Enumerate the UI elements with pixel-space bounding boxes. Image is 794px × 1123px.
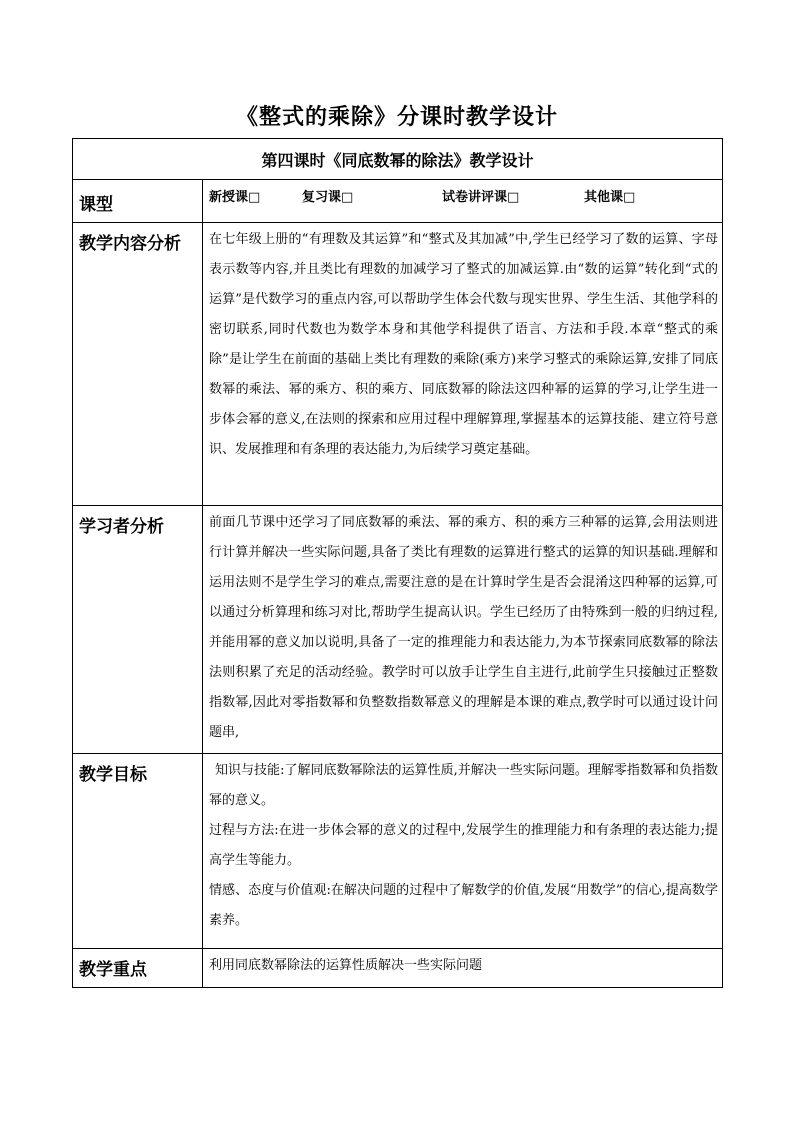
learner-analysis-row — [73, 506, 723, 754]
document-title: 《整式的乘除》分课时教学设计 — [235, 105, 558, 130]
lesson-type-label: 课型 — [73, 180, 203, 223]
key-point-row — [73, 949, 723, 988]
option-new-lesson[interactable]: 新授课□ — [209, 190, 261, 205]
key-point-text: 利用同底数幂除法的运算性质解决一些实际问题 — [209, 958, 483, 973]
learner-analysis-text: 前面几节课中还学习了同底数幂的乘法、幂的乘方、积的乘方三种幂的运算,会用法则进行计算并解决一些实际问题,具备了类比有理数的运算进行整式的运算的知识基础.理解和运用法则不是学生学习的难点,需要注意的是在计算时学生是否会混淆这四种幂的运算,可以通过分析算理和练习对比,帮助学生提高认识。学生已经历了由特殊到一般的归纳过程,并能用幂的意义加以说明,具备了一定的推理能力和表达能力,为本节探索同底数幂的除法法则积累了充足的活动经验。教学时可以放手让学生自主进行,此前学生只接触过正整数指数幂,因此对零指数幂和负整数指数幂意义的理解是本课的难点,教学时可以通过设计问题串, — [209, 515, 719, 740]
option-other-lesson[interactable]: 其他课□ — [584, 190, 636, 205]
lesson-subtitle: 第四课时《同底数幂的除法》教学设计 — [73, 139, 723, 180]
goal-attitude-values: 情感、态度与价值观:在解决问题的过程中了解数学的价值,发展“用数学”的信心,提高数学素养。 — [209, 883, 719, 928]
goal-knowledge-skills: 知识与技能:了解同底数幂除法的运算性质,并解决一些实际问题。理解零指数幂和负指数幂的意义。 — [209, 763, 719, 808]
content-analysis-text: 在七年级上册的“有理数及其运算”和“整式及其加减”中,学生已经学习了数的运算、字母表示数等内容,并且类比有理数的加减学习了整式的加减运算.由“数的运算”转化到“式的运算”是代数学习的重点内容,可以帮助学生体会代数与现实世界、学生生活、其他学科的密切联系,同时代数也为数学本身和其他学科提供了语言、方法和手段.本章“整式的乘除”是让学生在前面的基础上类比有理数的乘除(乘方)来学习整式的乘除运算,安排了同底数幂的乘法、幂的乘方、积的乘方、同底数幂的除法这四种幂的运算的学习,让学生进一步体会幂的意义,在法则的探索和应用过程中理解算理,掌握基本的运算技能、建立符号意识、发展推理和有条理的表达能力,为后续学习奠定基础。 — [209, 232, 719, 457]
goal-process-methods: 过程与方法:在进一步体会幂的意义的过程中,发展学生的推理能力和有条理的表达能力;提高学生等能力。 — [209, 823, 719, 868]
key-point-label: 教学重点 — [73, 949, 203, 988]
teaching-goals-row — [73, 754, 723, 949]
option-exam-review-lesson[interactable]: 试卷讲评课□ — [442, 190, 520, 205]
lesson-plan-table — [72, 138, 723, 988]
lesson-type-options — [203, 180, 723, 223]
option-review-lesson[interactable]: 复习课□ — [302, 190, 354, 205]
lesson-type-row — [73, 180, 723, 223]
content-analysis-row — [73, 223, 723, 506]
content-analysis-label: 教学内容分析 — [73, 223, 203, 506]
teaching-goals-label: 教学目标 — [73, 754, 203, 949]
learner-analysis-label: 学习者分析 — [73, 506, 203, 754]
